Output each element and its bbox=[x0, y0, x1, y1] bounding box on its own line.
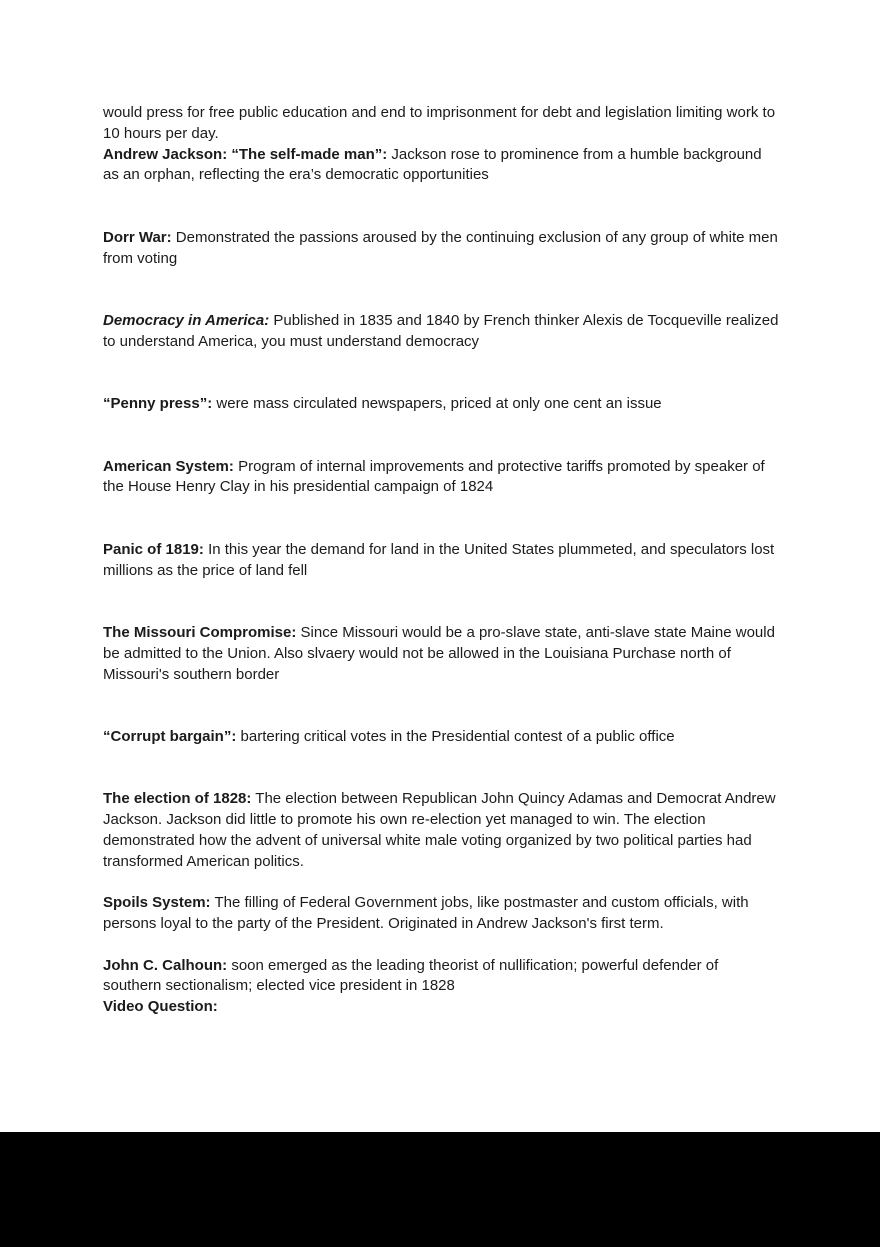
term-label: American System: bbox=[103, 457, 234, 475]
definition-text: Jackson rose to prominence from a humble background as an orphan, reflecting the era’s democratic opportunities bbox=[103, 145, 762, 184]
paragraph bbox=[103, 893, 779, 935]
term-label: Dorr War: bbox=[103, 228, 172, 246]
paragraph bbox=[103, 997, 779, 1018]
paragraph bbox=[103, 145, 779, 187]
term-label: Video Question: bbox=[103, 998, 218, 1016]
term-label: John C. Calhoun: bbox=[103, 956, 228, 974]
document-content bbox=[103, 103, 779, 1018]
definition-text: were mass circulated newspapers, priced at only one cent an issue bbox=[216, 395, 662, 413]
paragraph bbox=[103, 228, 779, 270]
definition-text: Published in 1835 and 1840 by French thinker Alexis de Tocqueville realized to understand America, you must understand democracy bbox=[103, 311, 779, 350]
term-label: Panic of 1819: bbox=[103, 540, 204, 558]
definition-text: bartering critical votes in the Presidential contest of a public office bbox=[240, 727, 675, 745]
definition-text: soon emerged as the leading theorist of nullification; powerful defender of southern sectionalism; elected vice president in 1828 bbox=[103, 956, 719, 995]
paragraph bbox=[103, 789, 779, 872]
definition-text: Since Missouri would be a pro-slave state, anti-slave state Maine would be admitted to the Union. Also slvaery would not be allowed in the Louisiana Purchase north of Missouri's southern border bbox=[103, 623, 775, 683]
paragraph bbox=[103, 394, 779, 415]
paragraph bbox=[103, 103, 779, 145]
term-label: Spoils System: bbox=[103, 894, 211, 912]
term-label: The election of 1828: bbox=[103, 790, 252, 808]
term-label: The Missouri Compromise: bbox=[103, 623, 297, 641]
paragraph bbox=[103, 956, 779, 998]
paragraph bbox=[103, 623, 779, 685]
viewer-background bbox=[0, 1132, 880, 1247]
definition-text: In this year the demand for land in the United States plummeted, and speculators lost millions as the price of land fell bbox=[103, 540, 775, 579]
term-label: Andrew Jackson: “The self-made man”: bbox=[103, 145, 388, 163]
definition-text: Program of internal improvements and protective tariffs promoted by speaker of the House Henry Clay in his presidential campaign of 1824 bbox=[103, 457, 765, 496]
paragraph bbox=[103, 311, 779, 353]
definition-text: would press for free public education and end to imprisonment for debt and legislation limiting work to 10 hours per day. bbox=[103, 104, 776, 142]
definition-text: The filling of Federal Government jobs, like postmaster and custom officials, with persons loyal to the party of the President. Originated in Andrew Jackson's first term. bbox=[103, 894, 749, 933]
paragraph bbox=[103, 457, 779, 499]
paragraph bbox=[103, 540, 779, 582]
term-label: Democracy in America: bbox=[103, 311, 270, 329]
paragraph bbox=[103, 727, 779, 748]
term-label: “Penny press”: bbox=[103, 395, 213, 413]
definition-text: The election between Republican John Quincy Adamas and Democrat Andrew Jackson. Jackson did little to promote his own re-election yet managed to win. The election demonstrated how the advent of universal white male voting organized by two political parties had transformed American politics. bbox=[103, 790, 776, 870]
definition-text: Demonstrated the passions aroused by the continuing exclusion of any group of white men from voting bbox=[103, 228, 778, 267]
term-label: “Corrupt bargain”: bbox=[103, 727, 237, 745]
